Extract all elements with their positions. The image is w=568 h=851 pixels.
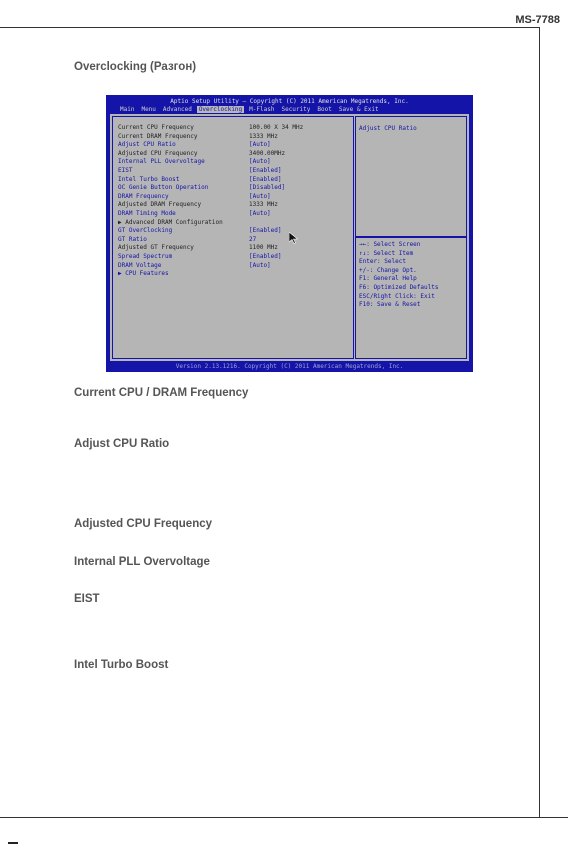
bios-setting-value: [Enabled]	[249, 253, 282, 260]
bios-setting-label: DRAM Timing Mode	[118, 210, 176, 217]
bios-tab-security[interactable]: Security	[281, 106, 311, 113]
bios-setting-row[interactable]	[113, 262, 353, 270]
bios-setting-value: [Disabled]	[249, 184, 286, 192]
bios-setting-value: [Auto]	[249, 192, 271, 200]
bios-setting-label: ▶ Advanced DRAM Configuration	[118, 218, 223, 226]
bios-setting-label: GT Ratio	[118, 235, 147, 243]
bios-setting-value: 1100 MHz	[249, 244, 278, 252]
bios-setting-label: OC Genie Button Operation	[118, 184, 209, 192]
bios-setting-value: [Auto]	[249, 158, 271, 166]
bios-setting-row[interactable]	[113, 236, 353, 244]
bios-help-text: Adjust CPU Ratio	[359, 125, 417, 132]
bios-title: Aptio Setup Utility – Copyright (C) 2011 American Megatrends, Inc.	[170, 98, 409, 105]
bios-tab-m-flash[interactable]: M-Flash	[249, 106, 275, 113]
page-number-mark	[8, 842, 18, 844]
bios-key-help-line: F1: General Help	[359, 275, 417, 283]
right-margin-rule	[539, 27, 540, 817]
bios-help-panel	[355, 116, 467, 237]
bios-setting-row[interactable]	[113, 270, 353, 278]
heading-adjust-cpu-ratio: Adjust CPU Ratio	[74, 438, 170, 450]
heading-internal-pll-overvoltage: Internal PLL Overvoltage	[74, 556, 210, 568]
bios-key-help-panel	[355, 237, 467, 359]
bios-settings-panel	[112, 116, 354, 359]
bios-key-help-line: Enter: Select	[359, 258, 406, 266]
bios-setting-row[interactable]	[113, 253, 353, 261]
bios-footer: Version 2.13.1216. Copyright (C) 2011 American Megatrends, Inc.	[175, 363, 404, 370]
bottom-rule	[0, 817, 568, 818]
bios-setting-value: 1333 MHz	[249, 201, 278, 209]
heading-eist: EIST	[74, 593, 100, 605]
bios-setting-value: [Enabled]	[249, 167, 282, 174]
bios-setting-value: [Auto]	[249, 261, 271, 269]
bios-key-help-line: →←: Select Screen	[359, 241, 421, 248]
heading-current-cpu-dram-frequency: Current CPU / DRAM Frequency	[74, 387, 249, 399]
bios-key-help-line: ↑↓: Select Item	[359, 249, 414, 257]
bios-setting-label: Spread Spectrum	[118, 253, 173, 260]
section-title: Overclocking (Разгон)	[74, 61, 197, 73]
bios-setting-value: 3400.00MHz	[249, 149, 286, 157]
bios-key-help-line: F10: Save & Reset	[359, 301, 421, 309]
bios-setting-value: [Auto]	[249, 141, 271, 149]
bios-setting-label: DRAM Frequency	[118, 192, 169, 200]
heading-intel-turbo-boost: Intel Turbo Boost	[74, 659, 169, 671]
bios-setting-label: Adjusted CPU Frequency	[118, 149, 198, 157]
bios-setting-label: Adjust CPU Ratio	[118, 141, 176, 149]
bios-tab-boot[interactable]: Boot	[317, 106, 332, 113]
bios-setting-row[interactable]	[113, 227, 353, 235]
bios-setting-label: GT OverClocking	[118, 227, 173, 235]
bios-key-help-line: F6: Optimized Defaults	[359, 284, 439, 291]
bios-setting-value: 100.00 X 34 MHz	[249, 124, 304, 131]
bios-setting-row	[113, 201, 353, 209]
bios-setting-row[interactable]	[113, 193, 353, 201]
bios-setting-row	[113, 133, 353, 141]
bios-setting-row[interactable]	[113, 184, 353, 192]
bios-tab-main[interactable]: Main	[120, 106, 135, 113]
bios-setting-label: Adjusted GT Frequency	[118, 244, 194, 252]
bios-setting-label: Internal PLL Overvoltage	[118, 158, 205, 166]
bios-setting-value: [Enabled]	[249, 227, 282, 235]
bios-setting-row	[113, 124, 353, 132]
bios-setting-label: DRAM Voltage	[118, 261, 162, 269]
bios-tab-bar	[118, 106, 384, 113]
bios-setting-label: Adjusted DRAM Frequency	[118, 201, 202, 209]
bios-setting-label: EIST	[118, 167, 133, 174]
bios-setting-label: Intel Turbo Boost	[118, 175, 180, 183]
bios-setting-row	[113, 150, 353, 158]
bios-setting-row[interactable]	[113, 167, 353, 175]
bios-setting-row[interactable]	[113, 158, 353, 166]
bios-setting-row[interactable]	[113, 141, 353, 149]
bios-setting-label: ▶ CPU Features	[118, 270, 169, 278]
bios-key-help-line: +/-: Change Opt.	[359, 266, 417, 274]
bios-tab-menu[interactable]: Menu	[141, 106, 156, 113]
bios-tab-advanced[interactable]: Advanced	[162, 106, 192, 113]
bios-setting-row[interactable]	[113, 210, 353, 218]
model-number: MS-7788	[515, 14, 560, 26]
bios-setting-row	[113, 219, 353, 227]
bios-key-help-line: ESC/Right Click: Exit	[359, 292, 435, 300]
heading-adjusted-cpu-frequency: Adjusted CPU Frequency	[74, 518, 213, 530]
bios-setting-row	[113, 244, 353, 252]
bios-setting-value: 1333 MHz	[249, 132, 278, 140]
bios-setting-row[interactable]	[113, 176, 353, 184]
bios-tab-overclocking[interactable]: Overclocking	[198, 106, 243, 113]
mouse-pointer-icon	[289, 232, 298, 244]
bios-setting-value: 27	[249, 235, 257, 243]
top-rule	[0, 27, 540, 28]
bios-tab-save-exit[interactable]: Save & Exit	[338, 106, 379, 113]
bios-setting-value: [Enabled]	[249, 175, 282, 183]
bios-setting-value: [Auto]	[249, 210, 271, 217]
bios-setting-label: Current CPU Frequency	[118, 124, 194, 131]
bios-setting-label: Current DRAM Frequency	[118, 132, 198, 140]
